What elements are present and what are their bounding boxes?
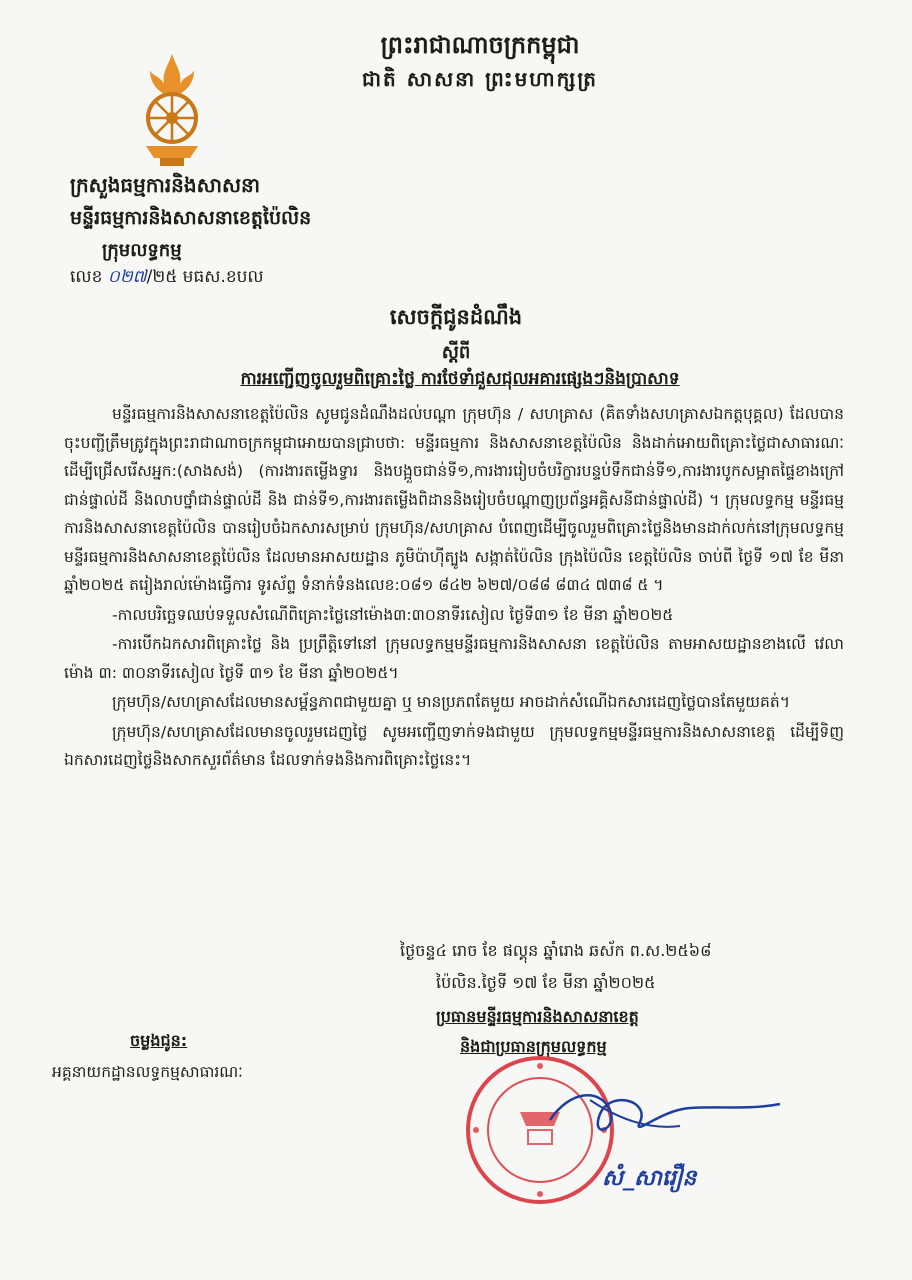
ref-prefix: លេខ: [70, 267, 108, 287]
kingdom-header: ព្រះរាជាណាចក្រកម្ពុជា: [380, 30, 580, 59]
paragraph-contact: ក្រុមហ៊ុន/សហគ្រាសដែលមានចូលរួមដេញថ្លៃ សូមអញ្ជើញទាក់ទងជាមួយ ក្រុមលទ្ធកម្មមន្ទីរធម្មការនិងសាសនាខេត្ត ដើម្បីទិញឯកសារដេញថ្លៃនិងសាកសួរព័ត៌មាន ដែលទាក់ទងនិងការពិគ្រោះថ្លៃនេះ។: [64, 722, 844, 769]
ministry-emblem-icon: [136, 50, 208, 170]
national-motto: ជាតិ សាសនា ព្រះមហាក្សត្រ: [362, 67, 598, 91]
signature-icon: [530, 1070, 790, 1150]
signer-title-secondary: និងជាប្រធានក្រុមលទ្ធកម្ម: [460, 1037, 607, 1056]
signer-title: ប្រធានមន្ទីរធម្មការនិងសាសនាខេត្ត: [436, 1007, 639, 1026]
document-about: ស្ដីពី: [441, 342, 471, 363]
paragraph-affiliation: ក្រុមហ៊ុន/សហគ្រាសដែលមានសម្ព័ន្ធភាពជាមួយគ្នា ឬ មានប្រភពតែមួយ អាចដាក់សំណើឯកសារដេញថ្លៃបានតែមួយគត់។: [112, 693, 790, 711]
lunar-date: ថ្ងៃចន្ទ៤ រោច ខែ ផល្គុន ឆ្នាំរោង ឆស័ក ព.ស.២៥៦៨: [400, 941, 712, 960]
signer-name: សំ_សារឿន: [602, 1166, 697, 1191]
department-name: មន្ទីរធម្មការនិងសាសនាខេត្តប៉ៃលិន: [70, 207, 312, 229]
copy-recipient: អគ្គនាយកដ្ឋានលទ្ធកម្មសាធារណៈ: [52, 1063, 243, 1081]
ministry-name: ក្រសួងធម្មការនិងសាសនា: [70, 173, 261, 197]
paragraph-deadline: -កាលបរិច្ឆេទឈប់ទទួលសំណើពិគ្រោះថ្លៃនៅម៉ោង៣:៣០នាទីរសៀល ថ្ងៃទី៣១ ខែ មីនា ឆ្នាំ២០២៥: [112, 605, 674, 624]
document-subject: ការអញ្ជើញចូលរួមពិគ្រោះថ្លៃ ការថែទាំជួសជុលអគារផ្សេងៗនិងប្រាសាទ: [240, 369, 680, 389]
ref-number: ០២៧: [107, 267, 147, 287]
solar-date: ប៉ៃលិន.ថ្ងៃទី ១៧ ខែ មីនា ឆ្នាំ២០២៥: [436, 973, 656, 992]
document-body: [64, 400, 844, 776]
reference-number: [70, 266, 264, 291]
paragraph-opening: -ការបើកឯកសារពិគ្រោះថ្លៃ និង ប្រព្រឹត្តិទៅនៅ ក្រុមលទ្ធកម្មមន្ទីរធម្មការនិងសាសនា ខេត្តប៉ៃលិន តាមអាសយដ្ឋានខាងលើ វេលាម៉ោង ៣: ៣០នាទីរសៀល ថ្ងៃទី ៣១ ខែ មីនា ឆ្នាំ២០២៥។: [64, 635, 844, 682]
ref-suffix: /២៥ មធស.ខបល: [146, 267, 264, 287]
paragraph-announcement: មន្ទីរធម្មការនិងសាសនាខេត្តប៉ៃលិន សូមជូនដំណឹងដល់បណ្ដា ក្រុមហ៊ុន / សហគ្រាស (គិតទាំងសហគ្រាសឯកត្តបុគ្គល) ដែលបានចុះបញ្ជីត្រឹមត្រូវក្នុងព្រះរាជាណាចក្រកម្ពុជាអោយបានជ្រាបថា: មន្ទីរធម្មការ និងសាសនាខេត្តប៉ៃលិន និងដាក់អោយពិគ្រោះថ្លៃជាសាធារណៈដើម្បីជ្រើសរើសអ្នក:(សាងសង់) (ការងារតម្លើងទ្វារ និងបង្អួចជាន់ទី១,ការងាររៀបចំបរិក្ខារបន្ទប់ទឹកជាន់ទី១,ការងារបូកសម្អាតផ្ទៃខាងក្រៅជាន់ផ្ទាល់ដី និងលាបថ្នាំជាន់ផ្ទាល់ដី និង ជាន់ទី១,ការងារតម្លើងពិដាននិងរៀបចំបណ្ដាញប្រព័ន្ធអគ្គិសនីជាន់ផ្ទាល់ដី) ។ ក្រុមលទ្ធកម្ម មន្ទីរធម្មការនិងសាសនាខេត្តប៉ៃលិន បានរៀបចំឯកសារសម្រាប់ ក្រុមហ៊ុន/សហគ្រាស បំពេញដើម្បីចូលរួមពិគ្រោះថ្លៃនិងមានដាក់លក់នៅក្រុមលទ្ធកម្ម មន្ទីរធម្មការនិងសាសនាខេត្តប៉ៃលិន ដែលមានអាសយដ្ឋាន ភូមិប៉ាហ៊ីត្បូង សង្កាត់ប៉ៃលិន ក្រុងប៉ៃលិន ខេត្តប៉ៃលិន ចាប់ពី ថ្ងៃទី ១៧ ខែ មីនា ឆ្នាំ២០២៥ តរៀងរាល់ម៉ោងធ្វើការ ទូរស័ព្ទ ទំនាក់ទំនងលេខ:០៨១ ៨៤២ ៦២៧/០៨៨ ៨៣៤ ៧៣៨ ៥ ។: [64, 405, 844, 594]
copy-to-label: ចម្លងជូន:: [130, 1031, 188, 1050]
unit-name: ក្រុមលទ្ធកម្ម: [102, 240, 182, 261]
document-title: សេចក្ដីជូនដំណឹង: [389, 305, 523, 329]
